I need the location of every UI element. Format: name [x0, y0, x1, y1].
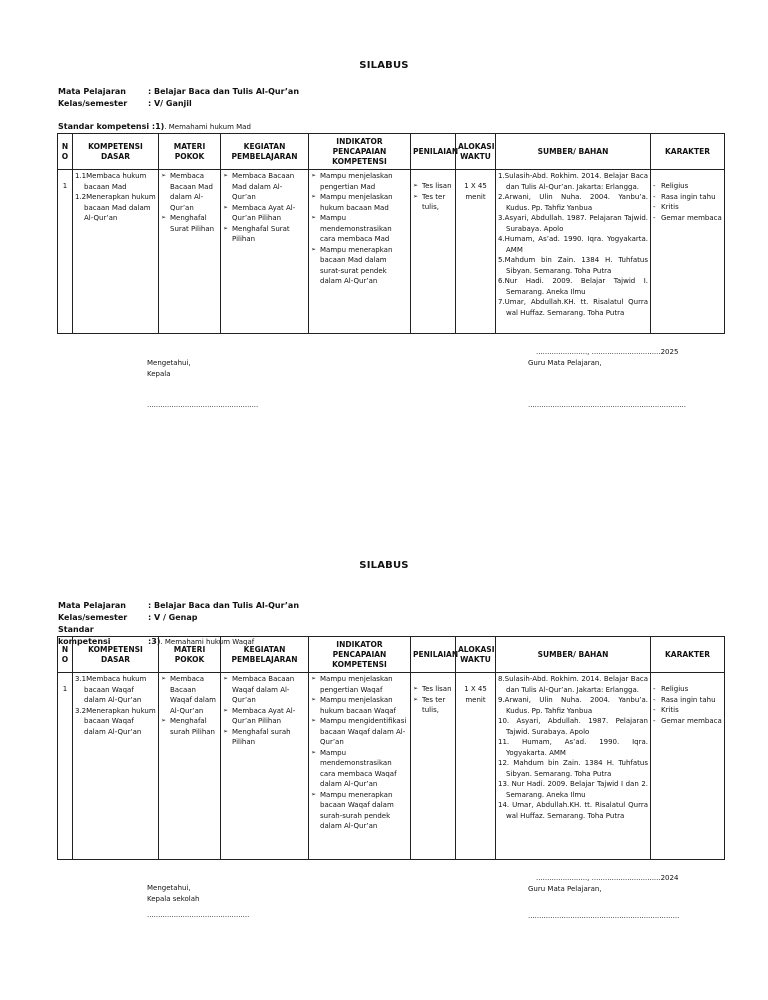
- kd-item: 1.1Membaca hukum bacaan Mad: [75, 172, 147, 191]
- header-kegiatan: KEGIATAN PEMBELAJARAN: [221, 637, 309, 673]
- penilaian-item: ➢ Tes lisan: [413, 684, 453, 695]
- kelas-value: : V/ Ganjil: [148, 99, 192, 108]
- header-kd: KOMPETENSI DASAR: [73, 134, 159, 170]
- header-row: [58, 637, 725, 673]
- sumber-item: 2.Arwani, Ulin Nuha. 2004. Yanbu’a. Kudus. Pp. Tahfiz Yanbua: [498, 193, 648, 212]
- guru-text: Guru Mata Pelajaran,: [528, 885, 602, 893]
- kegiatan-item: ➢ Membaca Bacaan Mad dalam Al-Qur’an: [223, 171, 306, 203]
- indikator-item: ➢ Mampu mengidentifikasi bacaan Waqaf dalam Al-Qur’an: [311, 716, 408, 748]
- sumber-item: 4.Humam, As’ad. 1990. Iqra. Yogyakarta. AMM: [498, 235, 648, 254]
- sumber-item: 8.Sulasih-Abd. Rokhim. 2014. Belajar Baca dan Tulis Al-Qur’an. Jakarta: Erlangga.: [498, 675, 648, 694]
- indikator-item: ➢ Mampu menjelaskan hukum bacaan Mad: [311, 192, 408, 213]
- signature-line: .......................................................................: [528, 401, 686, 409]
- mengetahui-text: Mengetahui,: [147, 884, 191, 892]
- sk-num: :1): [151, 122, 165, 131]
- sk-num: :3): [148, 637, 161, 646]
- cell-kegiatan: [221, 673, 309, 860]
- cell-no: [58, 673, 73, 860]
- row-number: 1: [62, 685, 68, 693]
- sumber-item: 1.Sulasih-Abd. Rokhim. 2014. Belajar Baca dan Tulis Al-Qur’an. Jakarta: Erlangga.: [498, 172, 648, 191]
- kd-item: 3.2Menerapkan hukum bacaan Waqaf dalam Al-Qur’an: [75, 706, 156, 736]
- header-karakter: KARAKTER: [651, 637, 725, 673]
- header-sumber: SUMBER/ BAHAN: [496, 134, 651, 170]
- kegiatan-item: ➢ Membaca Bacaan Waqaf dalam Al-Qur’an: [223, 674, 306, 706]
- signature-line: ....................................................................: [528, 912, 680, 920]
- indikator-item: ➢ Mampu menerapkan bacaan Waqaf dalam surah-surah pendek dalam Al-Qur’an: [311, 790, 408, 832]
- sk-value: . Memahami hukum Waqaf: [160, 638, 255, 646]
- mata-value: : Belajar Baca dan Tulis Al-Qur’an: [148, 601, 300, 610]
- page-title: SILABUS: [359, 60, 409, 71]
- cell-penilaian: [411, 673, 456, 860]
- cell-indikator: [309, 673, 411, 860]
- materi-item: ➢ Membaca Bacaan Mad dalam Al-Qur’an: [161, 171, 218, 213]
- sumber-item: 5.Mahdum bin Zain. 1384 H. Tuhfatus Sibyan. Semarang. Toha Putra: [498, 256, 648, 275]
- guru-text: Guru Mata Pelajaran,: [528, 359, 602, 367]
- mata-label: Mata Pelajaran: [58, 601, 126, 610]
- kegiatan-item: ➢ Membaca Ayat Al-Qur’an Pilihan: [223, 203, 306, 224]
- karakter-item: - Gemar membaca: [653, 716, 722, 727]
- cell-karakter: [651, 673, 725, 860]
- header-no: N O: [58, 637, 73, 673]
- kegiatan-item: ➢ Membaca Ayat Al-Qur’an Pilihan: [223, 706, 306, 727]
- cell-waktu: [456, 673, 496, 860]
- silabus-table: [57, 636, 725, 860]
- karakter-item: - Religius: [653, 181, 722, 192]
- header-no: N O: [58, 134, 73, 170]
- karakter-item: - Religius: [653, 684, 722, 695]
- sumber-item: 3.Asyari, Abdullah. 1987. Pelajaran Tajwid. Surabaya. Apolo: [498, 214, 648, 233]
- penilaian-item: ➢ Tes lisan: [413, 181, 453, 192]
- sumber-item: 10. Asyari, Abdullah. 1987. Pelajaran Tajwid. Surabaya. Apolo: [498, 717, 648, 736]
- mata-value: : Belajar Baca dan Tulis Al-Qur’an: [148, 87, 300, 96]
- header-penilaian: PENILAIAN: [411, 134, 456, 170]
- sumber-item: 7.Umar, Abdullah.KH. tt. Risalatul Qurra wal Huffaz. Semarang. Toha Putra: [498, 298, 648, 317]
- sk-label: Standar kompetensi: [58, 122, 150, 131]
- indikator-item: ➢ Mampu mendemonstrasikan cara membaca Mad: [311, 213, 408, 245]
- kepala-text: Kepala: [147, 370, 171, 378]
- waktu-value: 1 X 45 menit: [464, 685, 487, 704]
- header-sumber: SUMBER/ BAHAN: [496, 637, 651, 673]
- sk-value: . Memahami hukum Mad: [164, 123, 251, 131]
- header-karakter: KARAKTER: [651, 134, 725, 170]
- row-number: 1: [62, 182, 68, 190]
- materi-item: ➢ Menghafal Surat Pilihan: [161, 213, 218, 234]
- materi-item: ➢ Menghafal surah Pilihan: [161, 716, 218, 737]
- karakter-item: - Kritis: [653, 705, 722, 716]
- signature-line: ..............................................: [147, 911, 250, 919]
- table-row: [58, 673, 725, 860]
- kd-item: 3.1Membaca hukum bacaan Waqaf dalam Al-Qur’an: [75, 675, 147, 704]
- kegiatan-item: ➢ Menghafal surah Pilihan: [223, 727, 306, 748]
- header-kegiatan: KEGIATAN PEMBELAJARAN: [221, 134, 309, 170]
- header-kd: KOMPETENSI DASAR: [73, 637, 159, 673]
- sk-label: Standar kompetensi: [58, 625, 111, 646]
- karakter-item: - Rasa ingin tahu: [653, 695, 722, 706]
- signature-right: [528, 873, 679, 922]
- penilaian-item: ➢ Tes ter tulis,: [413, 192, 453, 213]
- sumber-item: 6.Nur Hadi. 2009. Belajar Tajwid I. Semarang. Aneka Ilmu: [498, 277, 648, 296]
- sumber-item: 11. Humam, As’ad. 1990. Iqra. Yogyakarta. AMM: [498, 738, 648, 757]
- header-penilaian: PENILAIAN: [411, 637, 456, 673]
- karakter-item: - Gemar membaca: [653, 213, 722, 224]
- cell-sumber: [496, 673, 651, 860]
- kd-item: 1.2Menerapkan hukum bacaan Mad dalam Al-Qur’an: [75, 193, 156, 222]
- kelas-value: : V / Genap: [148, 613, 198, 622]
- penilaian-item: ➢ Tes ter tulis,: [413, 695, 453, 716]
- mata-label: Mata Pelajaran: [58, 87, 126, 96]
- indikator-item: ➢ Mampu menjelaskan pengertian Waqaf: [311, 674, 408, 695]
- kelas-label: Kelas/semester: [58, 99, 128, 108]
- header-waktu: ALOKASI WAKTU: [456, 134, 496, 170]
- materi-item: ➢ Membaca Bacaan Waqaf dalam Al-Qur’an: [161, 674, 218, 716]
- indikator-item: ➢ Mampu menerapkan bacaan Mad dalam surat-surat pendek dalam Al-Qur’an: [311, 245, 408, 287]
- mengetahui-text: Mengetahui,: [147, 359, 191, 367]
- header-indikator: INDIKATOR PENCAPAIAN KOMPETENSI: [309, 637, 411, 673]
- date-line: ......................., ...............................2024: [536, 874, 679, 882]
- karakter-item: - Kritis: [653, 202, 722, 213]
- waktu-value: 1 X 45 menit: [464, 182, 487, 201]
- signature-left: [147, 883, 249, 921]
- sumber-item: 9.Arwani, Ulin Nuha. 2004. Yanbu’a. Kudus. Pp. Tahfiz Yanbua: [498, 696, 648, 715]
- header-indikator: INDIKATOR PENCAPAIAN KOMPETENSI: [309, 134, 411, 170]
- date-line: ......................., ...............................2025: [536, 348, 679, 356]
- sumber-item: 12. Mahdum bin Zain. 1384 H. Tuhfatus Sibyan. Semarang. Toha Putra: [498, 759, 648, 778]
- header-waktu: ALOKASI WAKTU: [456, 637, 496, 673]
- page-title: SILABUS: [359, 560, 409, 571]
- kegiatan-item: ➢ Menghafal Surat Pilihan: [223, 224, 306, 245]
- indikator-item: ➢ Mampu menjelaskan hukum bacaan Waqaf: [311, 695, 408, 716]
- signature-line: ..................................................: [147, 401, 259, 409]
- cell-kd: [73, 673, 159, 860]
- kelas-label: Kelas/semester: [58, 613, 128, 622]
- cell-materi: [159, 673, 221, 860]
- karakter-item: - Rasa ingin tahu: [653, 192, 722, 203]
- sumber-item: 14. Umar, Abdullah.KH. tt. Risalatul Qurra wal Huffaz. Semarang. Toha Putra: [498, 801, 648, 820]
- indikator-item: ➢ Mampu mendemonstrasikan cara membaca Waqaf dalam Al-Qur’an: [311, 748, 408, 790]
- header-materi: MATERI POKOK: [159, 637, 221, 673]
- sumber-item: 13. Nur Hadi. 2009. Belajar Tajwid I dan 2. Semarang. Aneka Ilmu: [498, 780, 648, 799]
- kepala-text: Kepala sekolah: [147, 895, 200, 903]
- indikator-item: ➢ Mampu menjelaskan pengertian Mad: [311, 171, 408, 192]
- header-materi: MATERI POKOK: [159, 134, 221, 170]
